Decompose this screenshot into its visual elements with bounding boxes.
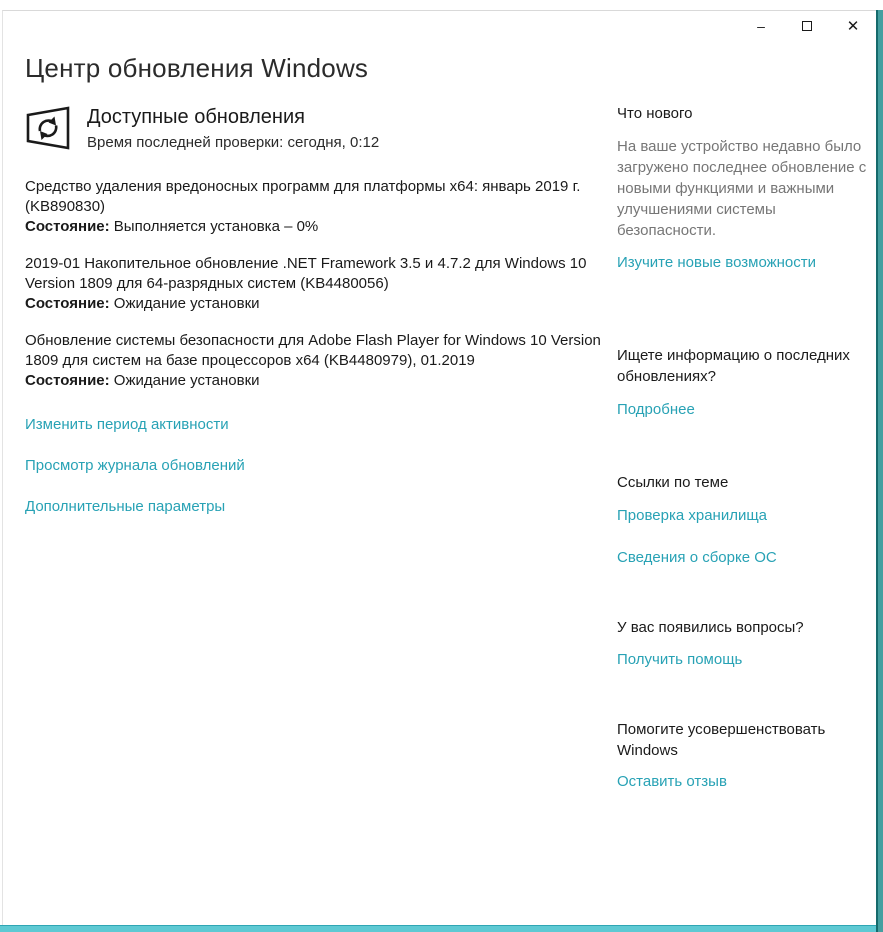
desktop-edge-right <box>876 10 883 932</box>
update-title: Обновление системы безопасности для Adobe Flash Player for Windows 10 Version 1809 для систем на базе процессоров x64 (KB4480979), 01.2019 <box>25 332 601 369</box>
learn-more-link[interactable]: Подробнее <box>617 401 695 418</box>
update-info-question: Ищете информацию о последних обновлениях? <box>617 347 850 385</box>
available-updates-text <box>87 105 379 151</box>
help-section <box>617 617 869 668</box>
settings-window <box>2 10 876 925</box>
related-links-heading: Ссылки по теме <box>617 474 729 491</box>
update-item <box>25 254 610 314</box>
status-label: Состояние: <box>25 218 110 235</box>
minimize-button[interactable] <box>738 11 784 41</box>
whats-new-section <box>617 104 869 271</box>
updates-list <box>25 177 610 391</box>
update-title: 2019-01 Накопительное обновление .NET Framework 3.5 и 4.7.2 для Windows 10 Version 1809 для 64-разрядных систем (KB4480056) <box>25 255 587 292</box>
updates-section <box>25 105 610 540</box>
explore-new-features-link[interactable]: Изучите новые возможности <box>617 254 817 271</box>
whats-new-heading: Что нового <box>617 105 693 122</box>
update-status <box>25 371 610 391</box>
change-active-hours-link[interactable]: Изменить период активности <box>25 416 229 433</box>
status-value: Выполняется установка – 0% <box>109 218 319 235</box>
check-storage-link[interactable]: Проверка хранилища <box>617 507 768 524</box>
related-links-section <box>617 473 869 566</box>
update-item <box>25 331 610 391</box>
status-label: Состояние: <box>25 372 110 389</box>
feedback-section <box>617 719 869 790</box>
update-status <box>25 294 610 314</box>
update-info-section <box>617 345 869 418</box>
help-question: У вас появились вопросы? <box>617 619 804 636</box>
window-controls <box>738 11 876 41</box>
desktop-edge-bottom <box>0 925 876 932</box>
available-updates-heading: Доступные обновления <box>87 106 305 128</box>
sidebar <box>617 104 869 790</box>
status-label: Состояние: <box>25 295 110 312</box>
update-item <box>25 177 610 237</box>
last-checked-text: Время последней проверки: сегодня, 0:12 <box>87 134 380 151</box>
view-update-history-link[interactable]: Просмотр журнала обновлений <box>25 457 245 474</box>
leave-feedback-link[interactable]: Оставить отзыв <box>617 773 727 790</box>
os-build-info-link[interactable]: Сведения о сборке ОС <box>617 549 777 566</box>
update-status <box>25 217 610 237</box>
available-updates-header <box>25 105 610 151</box>
status-value: Ожидание установки <box>109 372 260 389</box>
maximize-button[interactable] <box>784 11 830 41</box>
update-title: Средство удаления вредоносных программ для платформы x64: январь 2019 г. (KB890830) <box>25 178 581 215</box>
main-links <box>25 417 610 515</box>
windows-update-sync-icon <box>25 105 71 151</box>
close-button[interactable] <box>830 11 876 41</box>
page-title: Центр обновления Windows <box>25 53 369 83</box>
advanced-options-link[interactable]: Дополнительные параметры <box>25 498 226 515</box>
whats-new-body: На ваше устройство недавно было загружено последнее обновление с новыми функциями и важными улучшениями системы безопасности. <box>617 138 867 239</box>
minimize-icon: – <box>757 18 765 34</box>
feedback-heading: Помогите усовершенствовать Windows <box>617 721 826 759</box>
maximize-icon <box>802 21 812 31</box>
close-icon: ✕ <box>846 18 860 35</box>
get-help-link[interactable]: Получить помощь <box>617 651 743 668</box>
status-value: Ожидание установки <box>109 295 260 312</box>
